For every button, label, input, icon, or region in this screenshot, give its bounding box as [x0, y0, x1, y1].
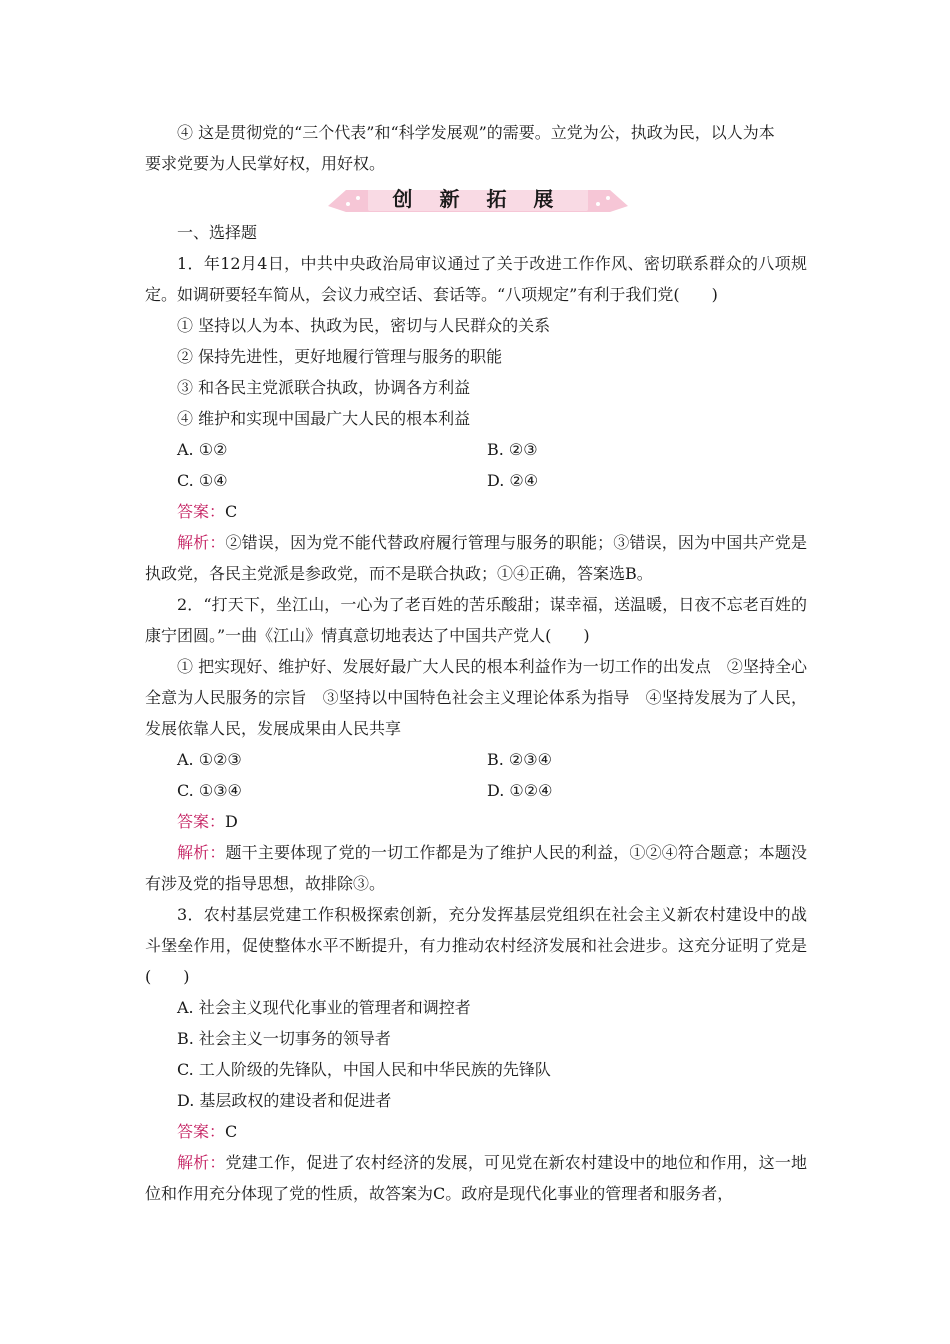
q1-answer-label: 答案： [177, 502, 226, 521]
q3-option-d: D. 基层政权的建设者和促进者 [177, 1091, 392, 1110]
q3-option-a: A. 社会主义现代化事业的管理者和调控者 [177, 998, 471, 1017]
q1-answer-value: C [225, 502, 238, 521]
q2-option-d: D. ①②④ [487, 781, 553, 800]
q1-answer [145, 496, 807, 527]
q3-stem: 3．农村基层党建工作积极探索创新，充分发挥基层党组织在社会主义新农村建设中的战斗堡垒作用，促使整体水平不断提升，有力推动农村经济发展和社会进步。这充分证明了党是( ) [145, 905, 807, 986]
q2-option-b: B. ②③④ [487, 750, 552, 769]
q1-options-row-1 [145, 434, 807, 465]
section-banner [145, 181, 807, 215]
q3-answer [145, 1116, 807, 1147]
q1-analysis [145, 527, 807, 589]
q1-stem: 1．年12月4日，中共中央政治局审议通过了关于改进工作作风、密切联系群众的八项规定。如调研要轻车简从，会议力戒空话、套话等。“八项规定”有利于我们党( ) [145, 254, 807, 304]
q2-answer [145, 806, 807, 837]
q1-option-c: C. ①④ [177, 471, 228, 490]
q2-items: ① 把实现好、维护好、发展好最广大人民的根本利益作为一切工作的出发点 ②坚持全心全意为人民服务的宗旨 ③坚持以中国特色社会主义理论体系为指导 ④坚持发展为了人民，发展依靠人民，发展成果由人民共享 [145, 657, 807, 738]
banner-title: 创 新 拓 展 [392, 187, 564, 211]
q3-analysis-text: 党建工作，促进了农村经济的发展，可见党在新农村建设中的地位和作用，这一地位和作用充分体现了党的性质，故答案为C。政府是现代化事业的管理者和服务者， [145, 1153, 807, 1203]
section-title: 一、选择题 [177, 223, 258, 242]
q1-item-1: ① 坚持以人为本、执政为民，密切与人民群众的关系 [177, 316, 551, 335]
q1-option-d: D. ②④ [487, 471, 539, 490]
q3-option-c: C. 工人阶级的先锋队，中国人民和中华民族的先锋队 [177, 1060, 551, 1079]
intro-line-2: 要求党要为人民掌好权，用好权。 [145, 154, 386, 173]
q3-analysis [145, 1147, 807, 1209]
q2-analysis [145, 837, 807, 899]
q2-options-row-1 [145, 744, 807, 775]
q2-stem: 2．“打天下，坐江山，一心为了老百姓的苦乐酸甜；谋幸福，送温暖，日夜不忘老百姓的康宁团圆。”一曲《江山》情真意切地表达了中国共产党人( ) [145, 595, 807, 645]
q3-answer-value: C [225, 1122, 238, 1141]
q2-analysis-text: 题干主要体现了党的一切工作都是为了维护人民的利益，①②④符合题意；本题没有涉及党的指导思想，故排除③。 [145, 843, 807, 893]
q1-item-3: ③ 和各民主党派联合执政，协调各方利益 [177, 378, 471, 397]
q3-analysis-label: 解析： [177, 1153, 226, 1172]
q1-analysis-label: 解析： [177, 533, 226, 552]
q2-answer-value: D [225, 812, 238, 831]
q3-option-b: B. 社会主义一切事务的领导者 [177, 1029, 391, 1048]
q1-item-4: ④ 维护和实现中国最广大人民的根本利益 [177, 409, 471, 428]
q2-options-row-2 [145, 775, 807, 806]
q1-item-2: ② 保持先进性，更好地履行管理与服务的职能 [177, 347, 503, 366]
q2-analysis-label: 解析： [177, 843, 226, 862]
q2-option-c: C. ①③④ [177, 781, 242, 800]
q1-option-a: A. ①② [177, 440, 228, 459]
q1-analysis-text: ②错误，因为党不能代替政府履行管理与服务的职能；③错误，因为中国共产党是执政党，各民主党派是参政党，而不是联合执政；①④正确，答案选B。 [145, 533, 807, 583]
q2-option-a: A. ①②③ [177, 750, 242, 769]
q3-answer-label: 答案： [177, 1122, 226, 1141]
document-content [145, 117, 807, 1209]
q1-option-b: B. ②③ [487, 440, 538, 459]
q1-options-row-2 [145, 465, 807, 496]
q2-answer-label: 答案： [177, 812, 226, 831]
intro-line-1: ④ 这是贯彻党的“三个代表”和“科学发展观”的需要。立党为公，执政为民，以人为本 [177, 123, 775, 142]
